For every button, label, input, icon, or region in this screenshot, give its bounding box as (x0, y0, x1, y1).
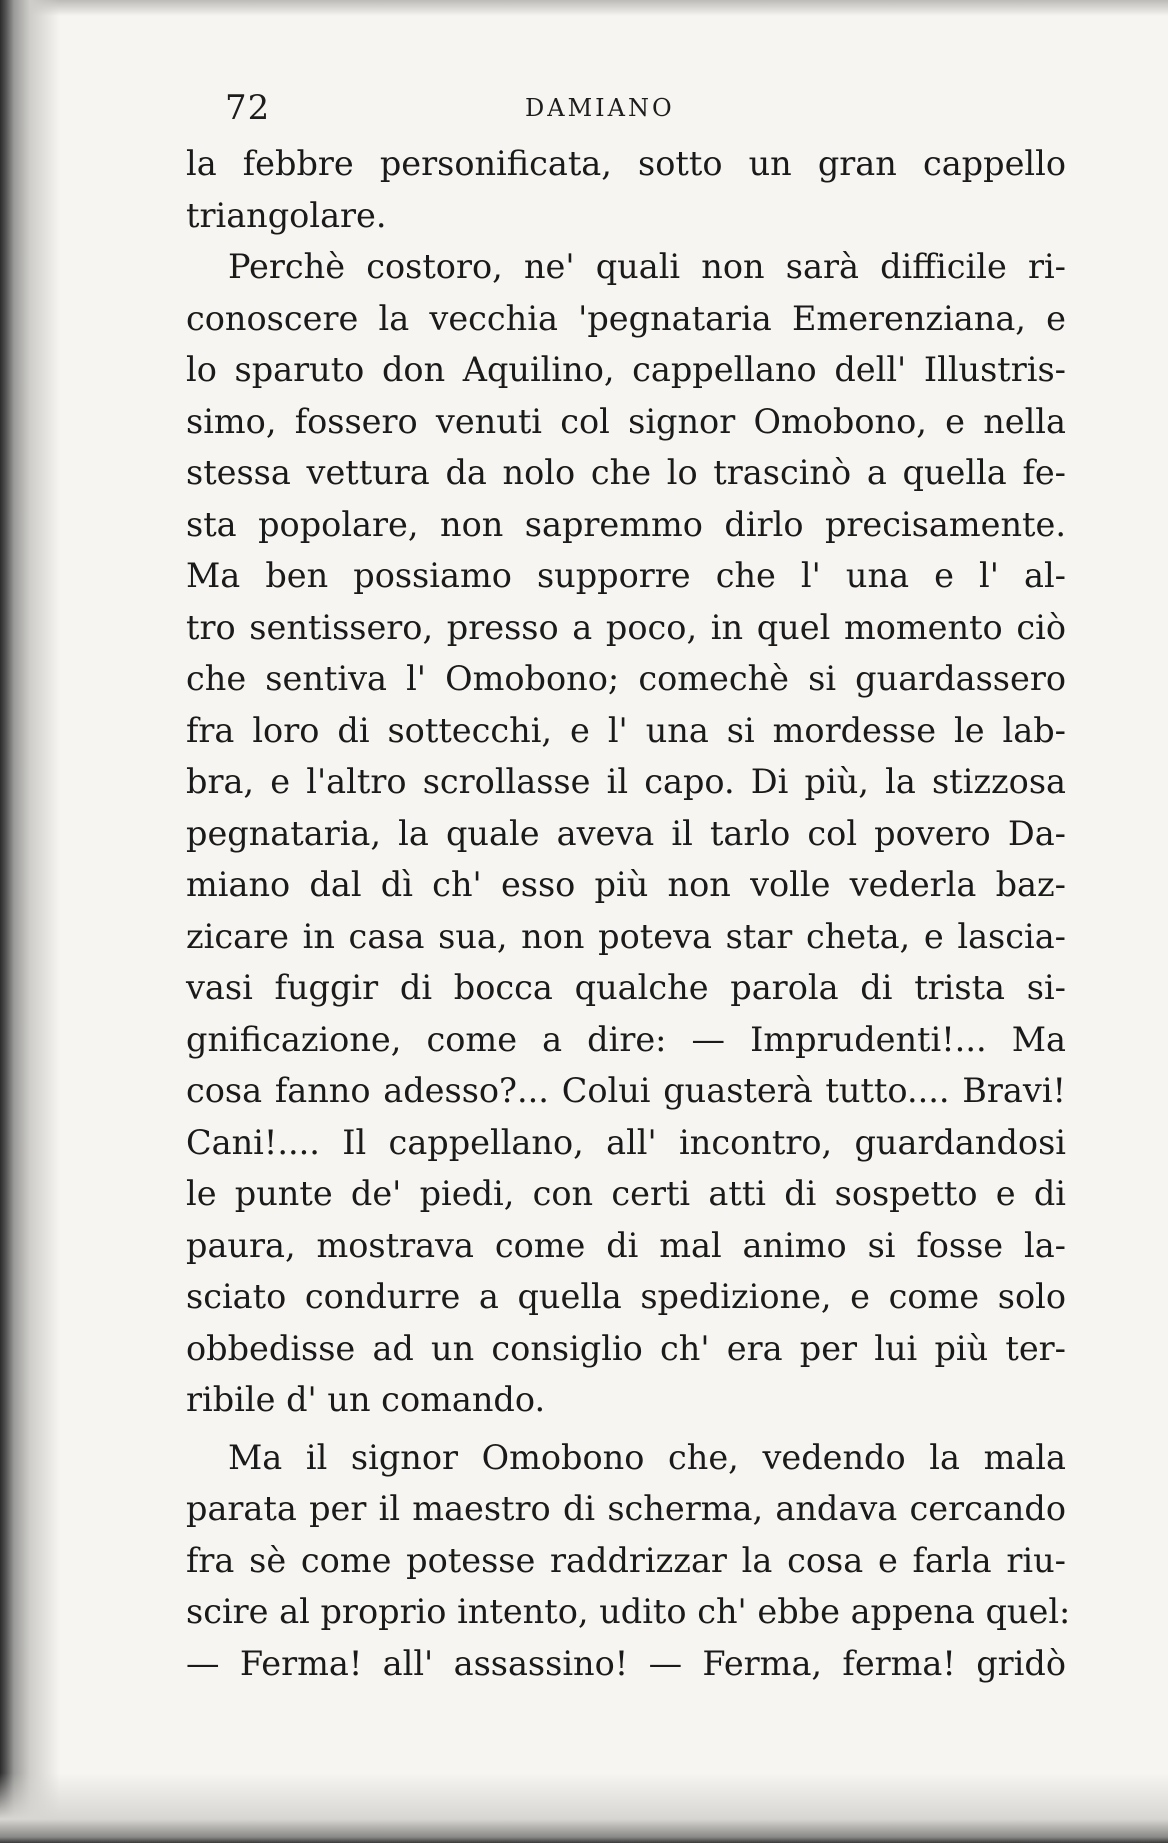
text-line: Cani!.... Il cappellano, all' incontro, guardandosi (186, 1122, 1066, 1162)
page-number: 72 (225, 88, 271, 128)
paragraph-start-line: Ma il signor Omobono che, vedendo la mala (228, 1437, 1066, 1477)
text-line: fra sè come potesse raddrizzar la cosa e farla riu- (186, 1540, 1066, 1580)
page-bottom-shadow (0, 1773, 1168, 1843)
body-text (186, 138, 1071, 1689)
text-line: fra loro di sottecchi, e l' una si mordesse le lab- (186, 710, 1066, 750)
text-line: gnificazione, come a dire: — Imprudenti!... Ma (186, 1019, 1066, 1059)
binding-shadow (0, 0, 60, 1843)
text-line: lo sparuto don Aquilino, cappellano dell' Illustris- (186, 350, 1066, 389)
text-line: Ma ben possiamo supporre che l' una e l' al- (186, 556, 1066, 595)
text-line: scire al proprio intento, udito ch' ebbe appena quel: (186, 1592, 1071, 1631)
text-line: obbedisse ad un consiglio ch' era per lui più ter- (186, 1328, 1066, 1368)
running-head: DAMIANO (525, 94, 675, 122)
text-line: le punte de' piedi, con certi atti di sospetto e di (186, 1174, 1066, 1213)
text-line: conoscere la vecchia 'pegnataria Emerenziana, e (186, 298, 1066, 338)
text-line: pegnataria, la quale aveva il tarlo col povero Da- (186, 813, 1066, 853)
text-line: zicare in casa sua, non poteva star cheta, e lascia- (186, 916, 1066, 956)
paragraph-start-line: Perchè costoro, ne' quali non sarà difficile ri- (228, 247, 1066, 286)
text-line: paura, mostrava come di mal animo si fosse la- (186, 1225, 1066, 1265)
text-line: bra, e l'altro scrollasse il capo. Di più, la stizzosa (186, 762, 1066, 801)
page-header (225, 88, 1065, 138)
text-line: — Ferma! all' assassino! — Ferma, ferma! gridò (186, 1643, 1066, 1683)
text-line: triangolare. (186, 195, 387, 235)
text-line: la febbre personificata, sotto un gran cappello (186, 144, 1066, 183)
text-line: stessa vettura da nolo che lo trascinò a quella fe- (186, 453, 1066, 492)
text-line: che sentiva l' Omobono; comechè si guardassero (186, 659, 1066, 698)
text-line: sta popolare, non sapremmo dirlo precisamente. (186, 504, 1066, 544)
text-line: sciato condurre a quella spedizione, e come solo (186, 1277, 1066, 1316)
text-line: simo, fossero venuti col signor Omobono, e nella (186, 401, 1066, 441)
text-line: vasi fuggir di bocca qualche parola di trista si- (186, 968, 1066, 1007)
text-line: miano dal dì ch' esso più non volle vederla baz- (186, 865, 1066, 904)
text-line: tro sentissero, presso a poco, in quel momento ciò (186, 607, 1066, 647)
text-line: ribile d' un comando. (186, 1380, 546, 1419)
text-line: parata per il maestro di scherma, andava cercando (186, 1489, 1066, 1528)
page-top-shadow (0, 0, 1168, 16)
text-line: cosa fanno adesso?... Colui guasterà tutto.... Bravi! (186, 1071, 1066, 1110)
